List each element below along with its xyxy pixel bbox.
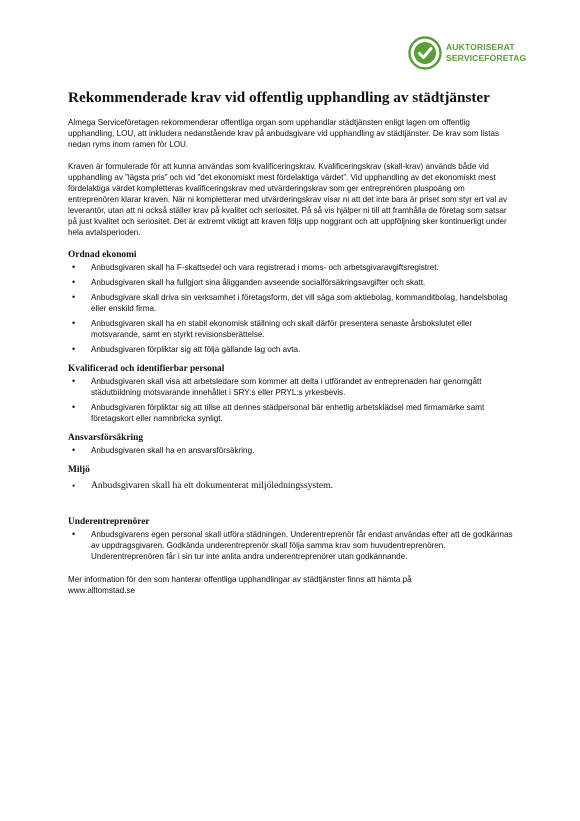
section-ansvar — [68, 432, 516, 456]
footer-link[interactable]: www.alltomstad.se — [68, 586, 136, 595]
list-item: • Anbudsgivaren skall ha fullgjort sina åligganden avseende socialförsäkringsavgifter och skatt. — [68, 277, 516, 288]
bullet-list — [68, 445, 516, 456]
footer-text: Mer information för den som hanterar offentliga upphandlingar av städtjänster finns att hämta på — [68, 575, 412, 584]
logo-line-1: AUKTORISERAT — [446, 42, 515, 52]
section-title: Underentreprenörer — [68, 517, 150, 527]
list-item: • Anbudsgivaren skall ha en stabil ekonomisk ställning och skall därför presentera senaste årsbokslutet eller motsvarande, samt en styrkt revisionsberättelse. — [68, 318, 516, 340]
bullet-list — [68, 262, 516, 355]
section-personal — [68, 363, 516, 424]
bullet-list — [68, 529, 516, 562]
intro-paragraph-2: Kraven är formulerade för att kunna användas som kvalificeringskrav. Kvalificeringskrav (skall-krav) används både vid upphandling av ”lägsta pris” och vid ”det ekonomiskt mest fördelaktiga värdet”. Vid upphandling av det ekonomiskt mest fördelaktiga värdet kompletteras kvalificeringskrav med utvärderingskrav som ger entreprenören pluspoäng om entreprenören klarar kraven. När ni kompletterar med utvärderingskrav visar ni att det inte bara är priset som styr ert val av leverantör, utan att ni också ställer krav på kvalitet och seriositet. På så vis hjälper ni till att framhålla de företag som satsar på just kvalitet och seriositet. Det är extremt viktigt att kraven följs upp noggrant och att uppföljning sker kontinuerligt under hela avtalsperioden. — [68, 162, 508, 237]
list-item: • Anbudsgivaren skall ha ett dokumenterat miljöledningssystem. — [68, 480, 516, 492]
section-title: Kvalificerad och identifierbar personal — [68, 364, 225, 374]
logo-text — [446, 42, 526, 64]
logo-line-2: SERVICEFÖRETAG — [446, 53, 527, 63]
section-title: Ansvarsförsäkring — [68, 433, 144, 443]
document-body — [68, 117, 516, 607]
intro-paragraph-1: Almega Serviceföretagen rekommenderar offentliga organ som upphandlar städtjänsten enligt lagen om offentlig upphandling, LOU, att inkludera nedanstående krav på anbudsgivare vid upphandling av städtjänster. De krav som listas nedan ryms inom ramen för LOU. — [68, 118, 500, 149]
list-item: • Anbudsgivaren skall visa att arbetsledare som kommer att delta i utförandet av entreprenaden har genomgått städutbildning motsvarande innehållet i SRY:s eller PRYL:s yrkesbevis. — [68, 376, 516, 398]
bullet-list — [68, 376, 516, 424]
list-item: • Anbudsgivaren skall ha en ansvarsförsäkring. — [68, 445, 516, 456]
footer-paragraph — [68, 574, 516, 596]
section-miljo — [68, 464, 516, 492]
list-item: • Anbudsgivaren skall ha F-skattsedel och vara registrerad i moms- och arbetsgivaravgiftsregistret. — [68, 262, 516, 273]
list-item: • Anbudsgivaren förpliktar sig att tillse att dennes städpersonal bär enhetlig arbetsklädsel med firmamärke samt företagskort eller namnbricka synligt. — [68, 402, 516, 424]
auktoriserat-logo — [408, 36, 566, 72]
list-item: • Anbudsgivaren förpliktar sig att följa gällande lag och avta. — [68, 344, 516, 355]
list-item: • Anbudsgivare skall driva sin verksamhet i företagsform, det vill säga som aktiebolag, kommanditbolag, handelsbolag eller enskild firma. — [68, 292, 516, 314]
section-underentreprenorer — [68, 516, 516, 562]
bullet-list — [68, 480, 516, 492]
section-ekonomi — [68, 249, 516, 355]
checkmark-badge-icon — [408, 36, 442, 70]
page-title: Rekommenderade krav vid offentlig upphandling av städtjänster — [68, 89, 490, 106]
section-title: Miljö — [68, 465, 90, 475]
section-title: Ordnad ekonomi — [68, 250, 137, 260]
list-item: • Anbudsgivarens egen personal skall utföra städningen. Underentreprenör får endast användas efter att de godkännas av uppdragsgivaren. Godkända underentreprenör skall följa samma krav som huvudentreprenören. Underentreprenören får i sin tur inte anlita andra underentreprenörer utan godkännande. — [68, 529, 516, 562]
